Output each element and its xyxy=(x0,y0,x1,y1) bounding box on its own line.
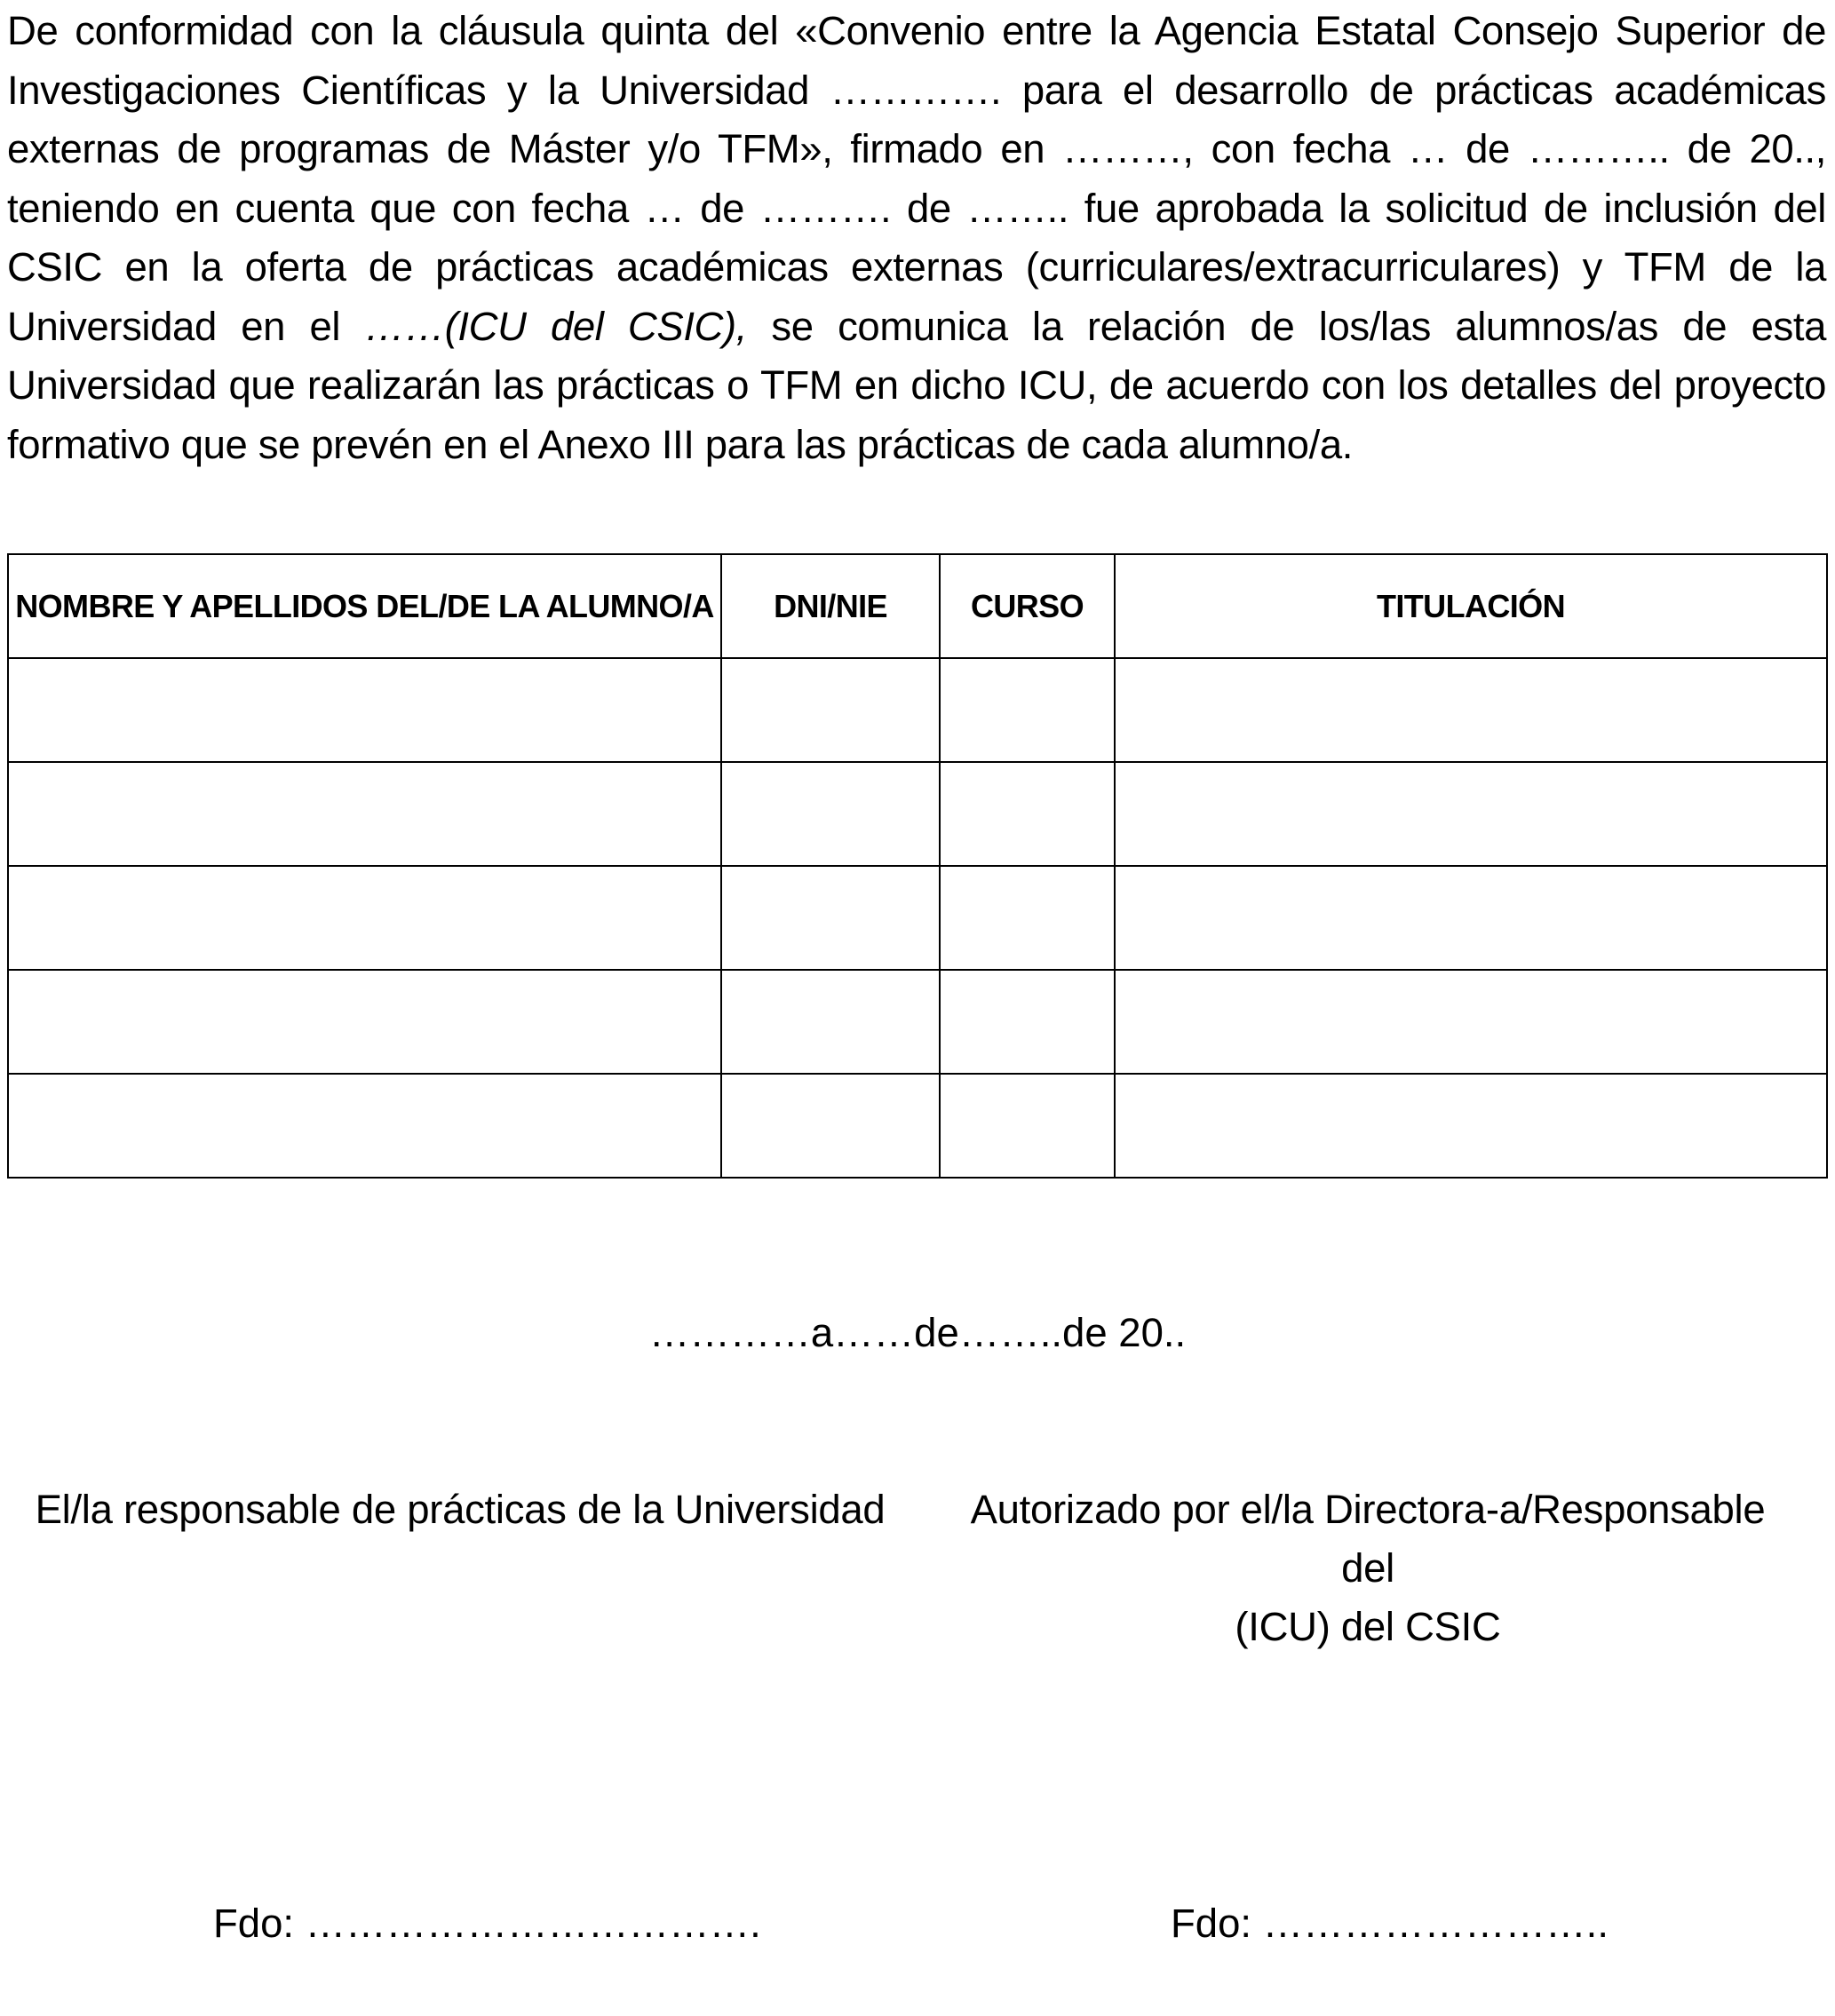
header-nombre: NOMBRE Y APELLIDOS DEL/DE LA ALUMNO/A xyxy=(8,554,721,658)
paragraph-text-end: se comunica la relación de los/las alumnos/as de esta Universidad que realizarán las prácticas o TFM en dicho ICU, de acuerdo con los detalles del proyecto formativo que se prevén en el Anexo III para las prácticas de cada alumno/a. xyxy=(7,303,1826,467)
table-row xyxy=(8,658,1827,762)
students-table xyxy=(7,553,1828,1179)
cell-curso[interactable] xyxy=(940,762,1115,866)
cell-dni[interactable] xyxy=(721,970,940,1074)
cell-dni[interactable] xyxy=(721,1074,940,1178)
cell-nombre[interactable] xyxy=(8,970,721,1074)
signature-fdo-csic: Fdo: …………………….. xyxy=(1171,1901,1609,1946)
signature-fdo-university: Fdo: ……………………………. xyxy=(213,1901,761,1946)
table-header-row xyxy=(8,554,1827,658)
intro-paragraph xyxy=(7,2,1826,474)
cell-nombre[interactable] xyxy=(8,866,721,970)
cell-curso[interactable] xyxy=(940,1074,1115,1178)
cell-titulacion[interactable] xyxy=(1115,1074,1827,1178)
cell-nombre[interactable] xyxy=(8,1074,721,1178)
table-row xyxy=(8,1074,1827,1178)
table-row xyxy=(8,866,1827,970)
cell-nombre[interactable] xyxy=(8,762,721,866)
table-row xyxy=(8,762,1827,866)
cell-curso[interactable] xyxy=(940,866,1115,970)
cell-titulacion[interactable] xyxy=(1115,762,1827,866)
cell-dni[interactable] xyxy=(721,866,940,970)
table-row xyxy=(8,970,1827,1074)
cell-titulacion[interactable] xyxy=(1115,866,1827,970)
signature-title-csic xyxy=(941,1480,1794,1656)
header-curso: CURSO xyxy=(940,554,1115,658)
header-dni: DNI/NIE xyxy=(721,554,940,658)
signature-title-csic-line1: Autorizado por el/la Directora-a/Responsable del xyxy=(970,1487,1766,1591)
cell-curso[interactable] xyxy=(940,658,1115,762)
signature-title-csic-line2: (ICU) del CSIC xyxy=(1235,1604,1501,1649)
cell-titulacion[interactable] xyxy=(1115,970,1827,1074)
cell-dni[interactable] xyxy=(721,658,940,762)
cell-dni[interactable] xyxy=(721,762,940,866)
place-date-line: …………a……de……..de 20.. xyxy=(648,1310,1187,1355)
cell-curso[interactable] xyxy=(940,970,1115,1074)
paragraph-text-start: De conformidad con la cláusula quinta del «Convenio entre la Agencia Estatal Consejo Superior de Investigaciones Científicas y la Universidad …………. para el desarrollo de prácticas académicas externas de programas de Máster y/o TFM», firmado en ………, con fecha … de ……….. de 20.., teniendo en cuenta que con fecha … de ………. de …….. fue aprobada la solicitud de inclusión del CSIC en la oferta de prácticas académicas externas (curriculares/extracurriculares) y TFM de la Universidad en el xyxy=(7,8,1826,349)
cell-titulacion[interactable] xyxy=(1115,658,1827,762)
paragraph-italic-icu: ……(ICU del CSIC), xyxy=(364,303,748,349)
signature-title-university: El/la responsable de prácticas de la Universidad xyxy=(35,1487,886,1532)
header-titulacion: TITULACIÓN xyxy=(1115,554,1827,658)
cell-nombre[interactable] xyxy=(8,658,721,762)
